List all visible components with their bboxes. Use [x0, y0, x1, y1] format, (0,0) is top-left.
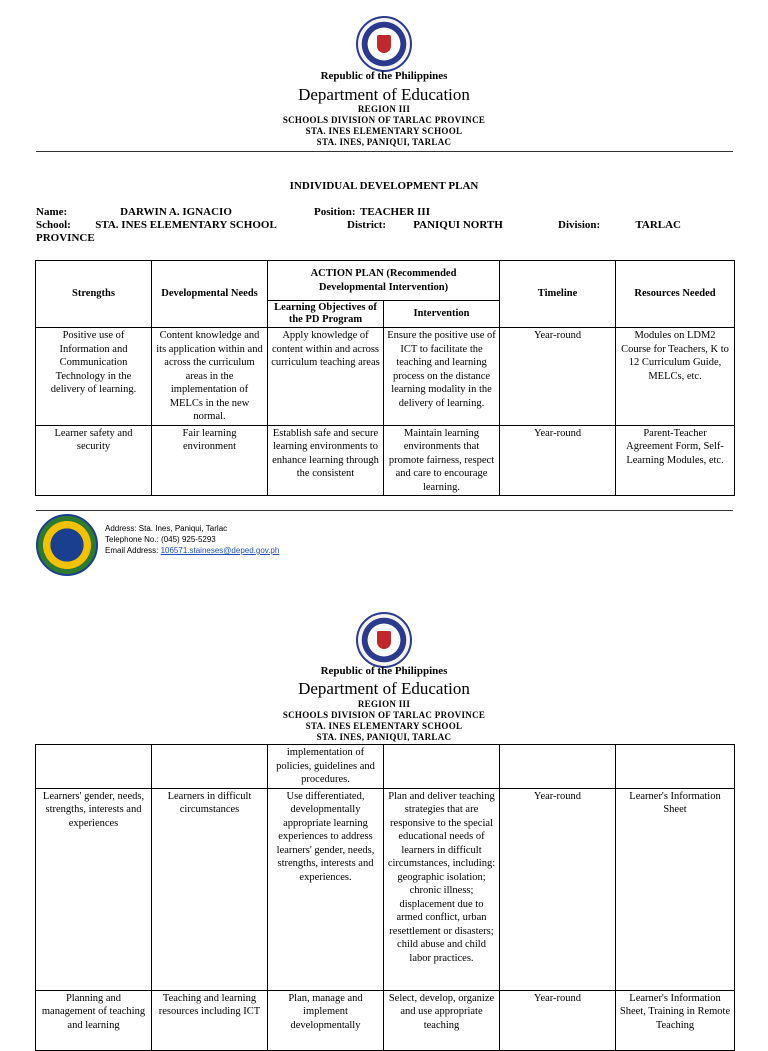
cell-resources: Modules on LDM2 Course for Teachers, K to 12 Curriculum Guide, MELCs, etc. — [616, 328, 735, 426]
cell-strength: Learner safety and security — [36, 425, 152, 496]
cell-resources — [616, 745, 735, 789]
header-intervention: Intervention — [384, 301, 500, 328]
table-row — [36, 745, 735, 789]
division-heading: SCHOOLS DIVISION OF TARLAC PROVINCE — [282, 115, 486, 125]
school-heading: STA. INES ELEMENTARY SCHOOL — [305, 126, 463, 136]
cell-timeline: Year-round — [500, 425, 616, 496]
school-heading: STA. INES ELEMENTARY SCHOOL — [305, 721, 463, 731]
department-heading: Department of Education — [298, 679, 470, 698]
deped-seal-logo — [356, 612, 412, 668]
name-value: DARWIN A. IGNACIO — [120, 206, 232, 218]
address-heading: STA. INES, PANIQUI, TARLAC — [316, 137, 452, 147]
table-row — [36, 788, 735, 990]
division-value: TARLAC — [635, 219, 681, 231]
name-label: Name: — [36, 206, 68, 218]
cell-intervention — [384, 745, 500, 789]
cell-need: Teaching and learning resources including ICT — [152, 990, 268, 1050]
cell-intervention: Select, develop, organize and use appropriate teaching — [384, 990, 500, 1050]
footer-email-link[interactable]: 106571.staineses@deped.gov.ph — [160, 546, 280, 555]
footer-block — [105, 523, 279, 556]
footer-email-line — [105, 545, 279, 556]
cell-intervention: Plan and deliver teaching strategies that are responsive to the special educational needs of learners in difficult circumstances, including: geographic isolation; chronic illness; displacement due to armed conflict, urban resettlement or disasters; child abuse and child labor practices. — [384, 788, 500, 990]
cell-need: Learners in difficult circumstances — [152, 788, 268, 990]
header-resources: Resources Needed — [616, 261, 735, 328]
address-heading: STA. INES, PANIQUI, TARLAC — [316, 732, 452, 742]
school-logo — [36, 514, 98, 576]
republic-heading: Republic of the Philippines — [320, 70, 448, 82]
cell-resources: Learner's Information Sheet, Training in Remote Teaching — [616, 990, 735, 1050]
header-timeline: Timeline — [500, 261, 616, 328]
department-heading: Department of Education — [298, 85, 470, 104]
cell-intervention: Maintain learning environments that promote fairness, respect and care to encourage learning. — [384, 425, 500, 496]
position-value: TEACHER III — [360, 206, 430, 218]
cell-strength: Planning and management of teaching and learning — [36, 990, 152, 1050]
cell-timeline: Year-round — [500, 788, 616, 990]
region-heading: REGION III — [357, 104, 411, 114]
cell-objective: Apply knowledge of content within and across curriculum teaching areas — [268, 328, 384, 426]
table-row — [36, 990, 735, 1050]
table-row — [36, 425, 735, 496]
cell-objective: Plan, manage and implement developmentally — [268, 990, 384, 1050]
footer-email-label: Email Address: — [105, 546, 161, 555]
footer-address: Address: Sta. Ines, Paniqui, Tarlac — [105, 524, 228, 533]
school-label: School: — [36, 219, 71, 231]
cell-strength: Positive use of Information and Communication Technology in the delivery of learning. — [36, 328, 152, 426]
header-action-plan: ACTION PLAN (Recommended Developmental Intervention) — [268, 261, 500, 301]
district-value: PANIQUI NORTH — [413, 219, 503, 231]
footer-divider — [36, 510, 733, 511]
cell-intervention: Ensure the positive use of ICT to facilitate the teaching and learning process on the distance learning modality in the delivery of learning. — [384, 328, 500, 426]
cell-objective: Establish safe and secure learning environments to enhance learning through the consistent — [268, 425, 384, 496]
republic-heading: Republic of the Philippines — [320, 665, 448, 677]
header-strengths: Strengths — [36, 261, 152, 328]
cell-resources: Learner's Information Sheet — [616, 788, 735, 990]
cell-strength — [36, 745, 152, 789]
district-label: District: — [347, 219, 387, 231]
cell-need: Fair learning environment — [152, 425, 268, 496]
cell-objective: implementation of policies, guidelines and procedures. — [268, 745, 384, 789]
region-heading: REGION III — [357, 699, 411, 709]
division-value-continued: PROVINCE — [36, 232, 95, 244]
position-label: Position: — [314, 206, 356, 218]
school-value: STA. INES ELEMENTARY SCHOOL — [95, 219, 277, 231]
document-title: INDIVIDUAL DEVELOPMENT PLAN — [289, 180, 479, 192]
header-learning-objectives: Learning Objectives of the PD Program — [268, 301, 384, 328]
idp-table-page1 — [35, 260, 735, 496]
idp-table-page2 — [35, 744, 735, 1051]
deped-seal-logo — [356, 16, 412, 72]
cell-timeline — [500, 745, 616, 789]
cell-resources: Parent-Teacher Agreement Form, Self-Learning Modules, etc. — [616, 425, 735, 496]
cell-timeline: Year-round — [500, 328, 616, 426]
footer-telephone: Telephone No.: (045) 925-5293 — [105, 535, 216, 544]
cell-need: Content knowledge and its application within and across the curriculum areas in the implementation of MELCs in the new normal. — [152, 328, 268, 426]
cell-objective: Use differentiated, developmentally appropriate learning experiences to address learners' gender, needs, strengths, interests and experiences. — [268, 788, 384, 990]
header-divider — [36, 151, 733, 152]
cell-need — [152, 745, 268, 789]
cell-strength: Learners' gender, needs, strengths, interests and experiences — [36, 788, 152, 990]
header-developmental-needs: Developmental Needs — [152, 261, 268, 328]
division-label: Division: — [558, 219, 601, 231]
table-row — [36, 328, 735, 426]
cell-timeline: Year-round — [500, 990, 616, 1050]
division-heading: SCHOOLS DIVISION OF TARLAC PROVINCE — [282, 710, 486, 720]
